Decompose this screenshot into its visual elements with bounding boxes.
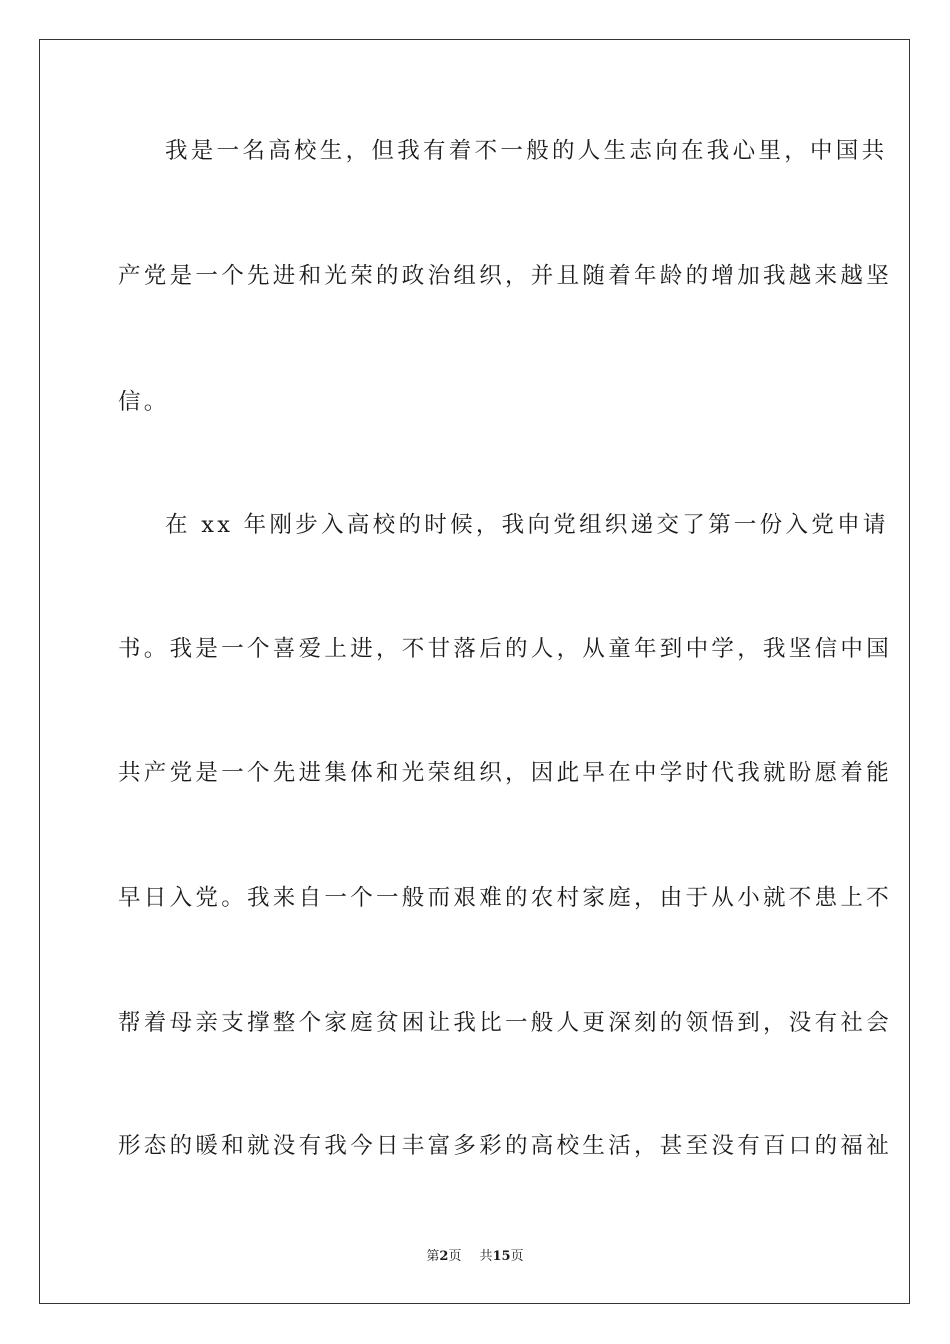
paragraph-2-line-6: 形态的暖和就没有我今日丰富多彩的高校生活，甚至没有百口的福祉	[118, 1133, 893, 1159]
paragraph-2-line-1: 在 xx 年刚步入高校的时候，我向党组织递交了第一份入党申请	[165, 512, 889, 538]
page-frame	[39, 39, 910, 1304]
page-prefix: 第	[426, 1249, 440, 1264]
paragraph-1-line-2: 产党是一个先进和光荣的政治组织，并且随着年龄的增加我越来越坚	[118, 263, 893, 289]
paragraph-2-line-5: 帮着母亲支撑整个家庭贫困让我比一般人更深刻的领悟到，没有社会	[118, 1010, 893, 1036]
page-footer	[0, 1250, 950, 1263]
total-suffix: 页	[510, 1249, 524, 1264]
paragraph-2-line-2: 书。我是一个喜爱上进，不甘落后的人，从童年到中学，我坚信中国	[118, 636, 893, 662]
total-pages: 15	[492, 1249, 511, 1264]
paragraph-2-line-4: 早日入党。我来自一个一般而艰难的农村家庭，由于从小就不患上不	[118, 885, 893, 911]
paragraph-1-line-3: 信。	[118, 389, 170, 415]
paragraph-1-line-1: 我是一名高校生，但我有着不一般的人生志向在我心里，中国共	[165, 138, 888, 164]
page-suffix: 页	[448, 1249, 462, 1264]
paragraph-2-line-3: 共产党是一个先进集体和光荣组织，因此早在中学时代我就盼愿着能	[118, 760, 893, 786]
total-prefix: 共	[479, 1249, 493, 1264]
page-number: 2	[439, 1249, 449, 1264]
